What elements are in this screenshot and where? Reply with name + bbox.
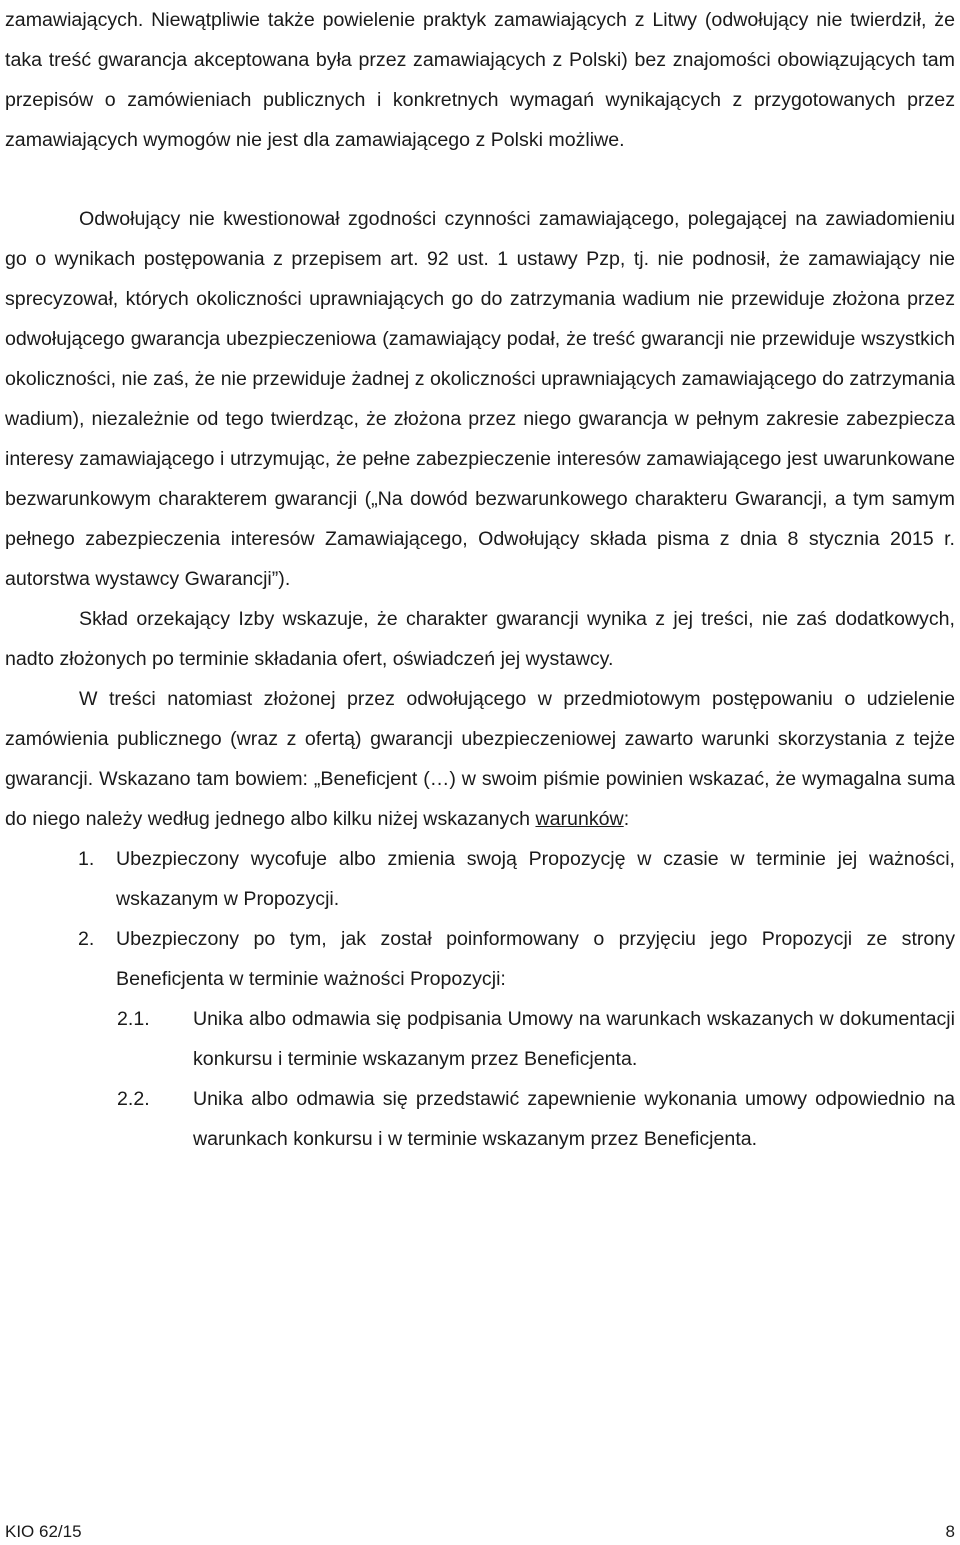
page-number: 8 — [945, 1522, 955, 1541]
paragraph-1: zamawiających. Niewątpliwie także powielenie praktyk zamawiających z Litwy (odwołujący nie twierdził, że taka treść gwarancja akceptowana była przez zamawiających z Polski) bez znajomości obowiązujących tam przepisów o zamówieniach publicznych i konkretnych wymagań wynikających z przygotowanych przez zamawiających wymogów nie jest dla zamawiającego z Polski możliwe. — [5, 9, 955, 151]
sublist-item-number: 2.1. — [117, 1008, 150, 1030]
conditions-list — [5, 839, 955, 1159]
case-reference: KIO 62/15 — [5, 1522, 82, 1541]
list-item-text: Ubezpieczony po tym, jak został poinformowany o przyjęciu jego Propozycji ze strony Beneficjenta w terminie ważności Propozycji: — [116, 928, 955, 990]
list-item-number: 2. — [78, 928, 95, 950]
sublist-item-text: Unika albo odmawia się przedstawić zapewnienie wykonania umowy odpowiednio na warunkach konkursu i w terminie wskazanym przez Beneficjenta. — [193, 1088, 955, 1150]
sublist-item — [5, 999, 955, 1079]
paragraph-4 — [5, 679, 955, 839]
list-item-text: Ubezpieczony wycofuje albo zmienia swoją Propozycję w czasie w terminie jej ważności, wskazanym w Propozycji. — [116, 848, 955, 910]
paragraph-4-text: W treści natomiast złożonej przez odwołującego w przedmiotowym postępowaniu o udzielenie zamówienia publicznego (wraz z ofertą) gwarancji ubezpieczeniowej zawarto warunki skorzystania z tejże gwarancji. Wskazano tam bowiem: „Beneficjent (…) w swoim piśmie powinien wskazać, że wymagalna suma do niego należy według jednego albo kilku niżej wskazanych — [5, 688, 955, 830]
page-footer — [5, 1522, 955, 1542]
paragraph-gap — [5, 160, 955, 199]
sublist-item-number: 2.2. — [117, 1088, 150, 1110]
sublist-item-text: Unika albo odmawia się podpisania Umowy na warunkach wskazanych w dokumentacji konkursu i terminie wskazanym przez Beneficjenta. — [193, 1008, 955, 1070]
list-item — [5, 839, 955, 919]
sublist-item — [5, 1079, 955, 1159]
paragraph-3: Skład orzekający Izby wskazuje, że charakter gwarancji wynika z jej treści, nie zaś dodatkowych, nadto złożonych po terminie składania ofert, oświadczeń jej wystawcy. — [5, 608, 955, 670]
list-item-number: 1. — [78, 848, 95, 870]
paragraph-4-underlined-word: warunków — [535, 808, 624, 830]
document-body — [5, 0, 955, 1159]
paragraph-4-tail: : — [623, 808, 630, 830]
paragraph-2: Odwołujący nie kwestionował zgodności czynności zamawiającego, polegającej na zawiadomieniu go o wynikach postępowania z przepisem art. 92 ust. 1 ustawy Pzp, tj. nie podnosił, że zamawiający nie sprecyzował, których okoliczności uprawniających go do zatrzymania wadium nie przewiduje złożona przez odwołującego gwarancja ubezpieczeniowa (zamawiający podał, że treść gwarancji nie przewiduje wszystkich okoliczności, nie zaś, że nie przewiduje żadnej z okoliczności uprawniających zamawiającego do zatrzymania wadium), niezależnie od tego twierdząc, że złożona przez niego gwarancja w pełnym zakresie zabezpiecza interesy zamawiającego i utrzymując, że pełne zabezpieczenie interesów zamawiającego jest uwarunkowane bezwarunkowym charakterem gwarancji („Na dowód bezwarunkowego charakteru Gwarancji, a tym samym pełnego zabezpieczenia interesów Zamawiającego, Odwołujący składa pisma z dnia 8 stycznia 2015 r. autorstwa wystawcy Gwarancji”). — [5, 208, 955, 590]
list-item — [5, 919, 955, 999]
